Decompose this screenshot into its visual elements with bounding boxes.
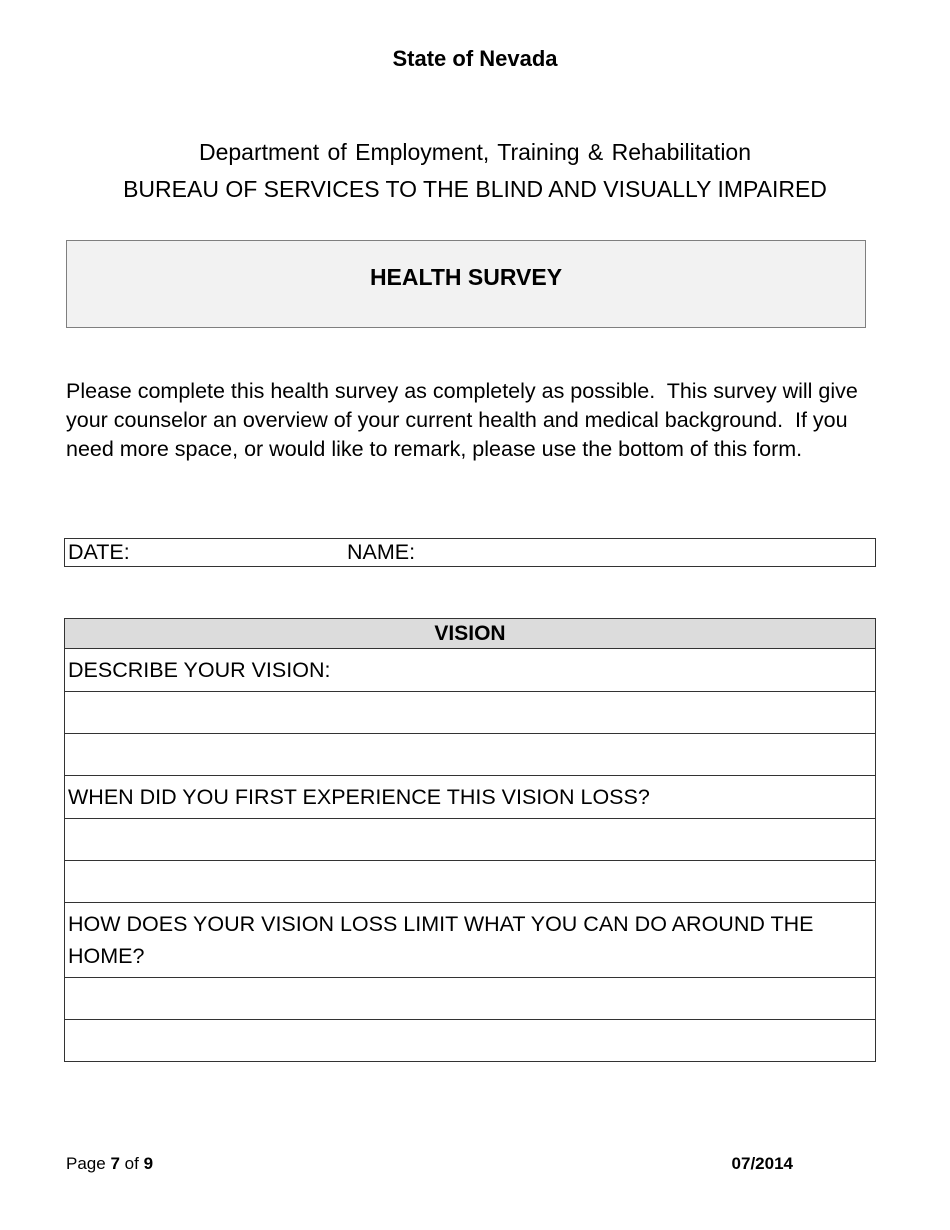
question-vision-loss-onset: WHEN DID YOU FIRST EXPERIENCE THIS VISION LOSS? bbox=[65, 776, 876, 819]
name-field bbox=[347, 540, 875, 565]
question-vision-loss-limits: HOW DOES YOUR VISION LOSS LIMIT WHAT YOU CAN DO AROUND THE HOME? bbox=[65, 903, 876, 978]
intro-paragraph: Please complete this health survey as completely as possible. This survey will give your counselor an overview of your current health and medical background. If you need more space, or would like to remark, please use the bottom of this form. bbox=[66, 379, 864, 461]
answer-line[interactable] bbox=[65, 819, 876, 861]
name-input-area[interactable] bbox=[415, 540, 875, 565]
table-row bbox=[65, 861, 876, 903]
vision-table bbox=[64, 618, 876, 1062]
table-row bbox=[65, 1020, 876, 1062]
bureau-line: BUREAU OF SERVICES TO THE BLIND AND VISUALLY IMPAIRED bbox=[123, 176, 827, 202]
table-row bbox=[65, 819, 876, 861]
table-row bbox=[65, 734, 876, 776]
answer-line[interactable] bbox=[65, 861, 876, 903]
answer-line[interactable] bbox=[65, 692, 876, 734]
table-row bbox=[65, 619, 876, 649]
page-footer bbox=[66, 1154, 793, 1174]
name-label: NAME: bbox=[347, 540, 416, 564]
date-label: DATE: bbox=[68, 540, 130, 564]
state-title: State of Nevada bbox=[392, 46, 558, 71]
date-name-row bbox=[64, 538, 876, 567]
page-indicator bbox=[66, 1154, 153, 1174]
table-row bbox=[65, 649, 876, 692]
department-line: Department of Employment, Training & Rehabilitation bbox=[198, 139, 752, 165]
table-row bbox=[65, 978, 876, 1020]
form-title-box bbox=[66, 240, 866, 328]
table-row bbox=[65, 776, 876, 819]
page-total: 9 bbox=[143, 1154, 154, 1173]
form-title: HEALTH SURVEY bbox=[369, 264, 563, 290]
vision-section-header: VISION bbox=[65, 619, 876, 649]
question-describe-vision: DESCRIBE YOUR VISION: bbox=[65, 649, 876, 692]
answer-line[interactable] bbox=[65, 734, 876, 776]
page-word: Page bbox=[66, 1154, 106, 1173]
page-current: 7 bbox=[110, 1154, 120, 1173]
table-row bbox=[65, 692, 876, 734]
revision-date: 07/2014 bbox=[731, 1154, 793, 1173]
date-field bbox=[65, 540, 347, 565]
answer-line[interactable] bbox=[65, 978, 876, 1020]
answer-line[interactable] bbox=[65, 1020, 876, 1062]
of-word: of bbox=[124, 1154, 139, 1173]
table-row bbox=[65, 903, 876, 978]
date-input-area[interactable] bbox=[130, 540, 347, 565]
